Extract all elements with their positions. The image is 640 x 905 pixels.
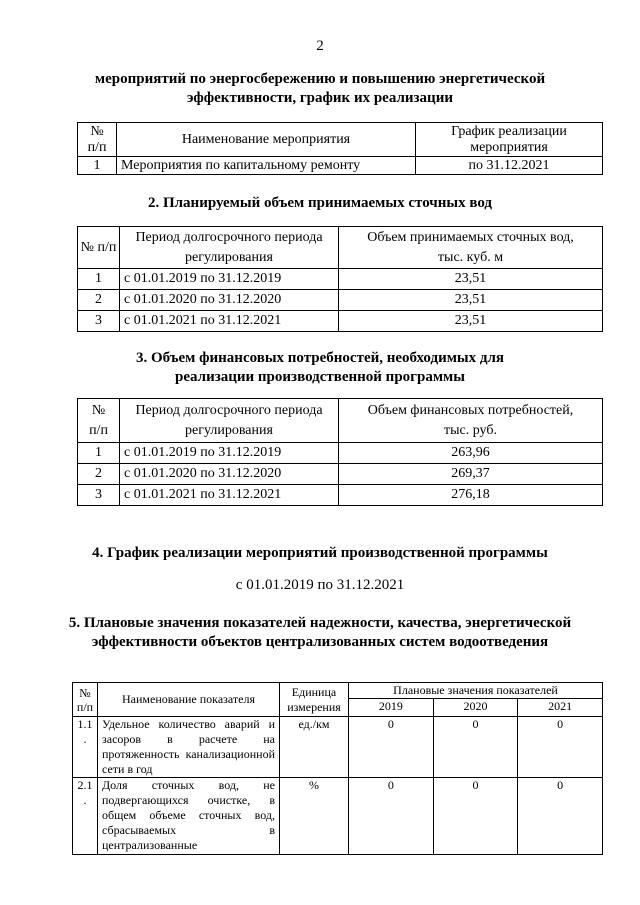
row-name: Доля сточных вод, не подвергающихся очистке, в общем объеме сточных вод, сбрасываемых в централизованные [98, 778, 280, 855]
section3-heading [60, 349, 580, 387]
section5-header-row [73, 683, 603, 699]
row-value-2021: 0 [518, 717, 603, 778]
row-num: 1 [78, 269, 120, 290]
row-num: 1 [78, 443, 120, 464]
row-value: 23,51 [339, 290, 603, 311]
row-value-2019: 0 [349, 778, 434, 855]
row-value-2019: 0 [349, 717, 434, 778]
section1-table [77, 122, 603, 175]
col-value-header: Объем принимаемых сточных вод, тыс. куб. м [339, 227, 603, 269]
row-value-2020: 0 [433, 778, 518, 855]
page-number: 2 [316, 38, 324, 54]
row-period: с 01.01.2021 по 31.12.2021 [120, 311, 339, 332]
section1-heading [60, 70, 580, 108]
table-row [78, 290, 603, 311]
col-period-header: Период долгосрочного периода регулирования [120, 399, 339, 443]
row-num: 1.1 . [73, 717, 98, 778]
section5-heading [60, 614, 580, 652]
section2-heading: 2. Планируемый объем принимаемых сточных вод [147, 195, 493, 211]
section5-table [72, 682, 603, 855]
col-num-header: № п/п [78, 399, 120, 443]
col-unit-header: Единица измерения [280, 683, 349, 717]
row-name: Мероприятия по капитальному ремонту [117, 157, 416, 175]
row-num: 3 [78, 311, 120, 332]
row-unit: ед./км [280, 717, 349, 778]
row-period: с 01.01.2019 по 31.12.2019 [120, 269, 339, 290]
row-num: 3 [78, 485, 120, 506]
row-value: 276,18 [339, 485, 603, 506]
table-row [78, 464, 603, 485]
row-value-2020: 0 [433, 717, 518, 778]
row-period: с 01.01.2020 по 31.12.2020 [120, 290, 339, 311]
row-period: с 01.01.2020 по 31.12.2020 [120, 464, 339, 485]
table-row [73, 717, 603, 778]
section3-table [77, 398, 603, 506]
row-value-2021: 0 [518, 778, 603, 855]
row-name: Удельное количество аварий и засоров в расчете на протяженность канализационной сети в год [98, 717, 280, 778]
row-num: 2 [78, 464, 120, 485]
table-row [78, 157, 603, 175]
row-value: 263,96 [339, 443, 603, 464]
col-schedule-header: График реализации мероприятия [416, 123, 603, 157]
section5-heading-line2: эффективности объектов централизованных систем водоотведения [91, 634, 549, 650]
section3-header-row [78, 399, 603, 443]
section1-header-row [78, 123, 603, 157]
col-num-header: № п/п [78, 123, 117, 157]
row-period: с 01.01.2021 по 31.12.2021 [120, 485, 339, 506]
col-name-header: Наименование мероприятия [117, 123, 416, 157]
col-name-header: Наименование показателя [98, 683, 280, 717]
table-row [78, 311, 603, 332]
col-value-header: Объем финансовых потребностей, тыс. руб. [339, 399, 603, 443]
table-row [78, 485, 603, 506]
row-num: 1 [78, 157, 117, 175]
table-row [78, 269, 603, 290]
row-period: с 01.01.2019 по 31.12.2019 [120, 443, 339, 464]
section1-heading-line1: мероприятий по энергосбережению и повышению энергетической [94, 71, 546, 87]
row-value: 23,51 [339, 269, 603, 290]
section2-header-row [78, 227, 603, 269]
table-row [78, 443, 603, 464]
row-value: 23,51 [339, 311, 603, 332]
col-num-header: № п/п [73, 683, 98, 717]
col-period-header: Период долгосрочного периода регулирования [120, 227, 339, 269]
section4-period: с 01.01.2019 по 31.12.2021 [235, 577, 405, 593]
col-num-header: № п/п [78, 227, 120, 269]
year-2020-header: 2020 [433, 699, 518, 717]
row-value: 269,37 [339, 464, 603, 485]
row-schedule: по 31.12.2021 [416, 157, 603, 175]
section5-heading-line1: 5. Плановые значения показателей надежности, качества, энергетической [68, 615, 572, 631]
section3-heading-line2: реализации производственной программы [175, 369, 465, 385]
section4-heading: 4. График реализации мероприятий производственной программы [92, 545, 548, 561]
year-2019-header: 2019 [349, 699, 434, 717]
col-planned-header: Плановые значения показателей [349, 683, 603, 699]
table-row [73, 778, 603, 855]
section1-heading-line2: эффективности, график их реализации [187, 90, 453, 106]
year-2021-header: 2021 [518, 699, 603, 717]
section3-heading-line1: 3. Объем финансовых потребностей, необходимых для [135, 350, 505, 366]
row-unit: % [280, 778, 349, 855]
row-num: 2 [78, 290, 120, 311]
row-num: 2.1 . [73, 778, 98, 855]
section2-table [77, 226, 603, 332]
